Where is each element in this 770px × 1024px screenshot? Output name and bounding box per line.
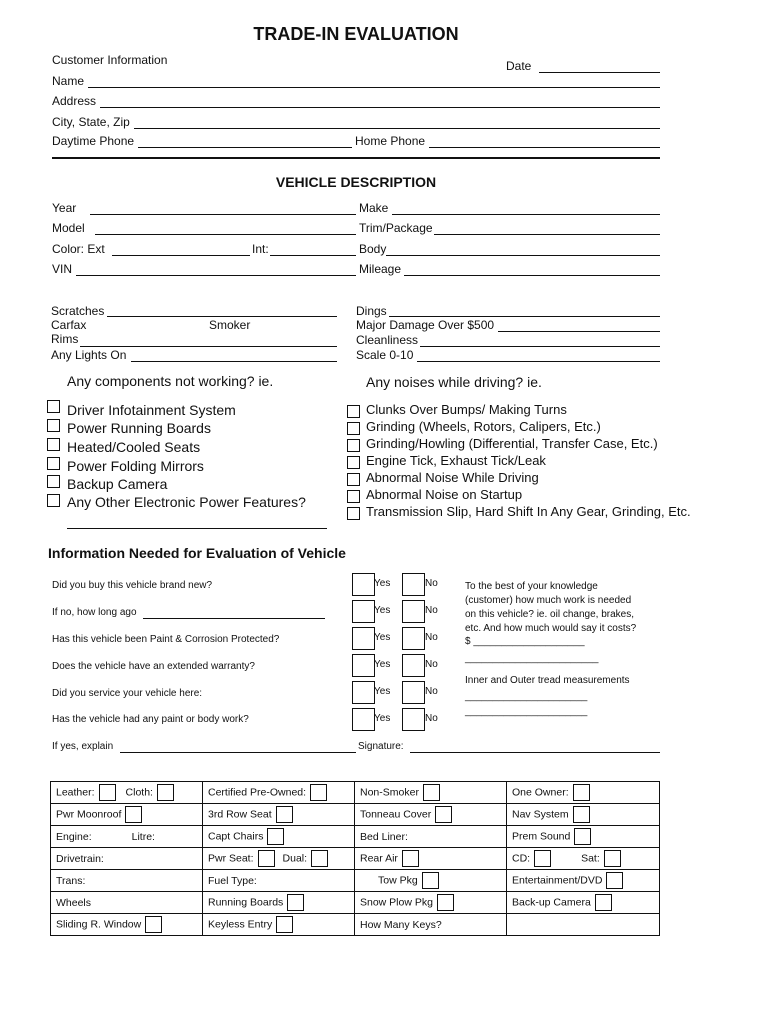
table-cell — [203, 782, 355, 804]
body-label: Body — [359, 242, 387, 256]
trans-label: Trans: — [56, 874, 86, 887]
tread-field[interactable]: ______________________ — [465, 691, 588, 702]
signature-label: Signature: — [358, 741, 404, 752]
table-row — [51, 914, 660, 936]
year-field[interactable] — [90, 214, 356, 215]
question-serviced: Did you service your vehicle here: — [52, 688, 203, 699]
no-label: No — [425, 578, 438, 589]
table-cell — [507, 870, 660, 892]
yes-box[interactable] — [352, 708, 375, 731]
checkbox-other-features[interactable] — [47, 494, 60, 507]
checkbox-engine-tick[interactable] — [347, 456, 360, 469]
capt-chairs-checkbox[interactable] — [267, 828, 284, 845]
yes-label: Yes — [374, 686, 391, 697]
city-label: City, State, Zip — [52, 115, 130, 129]
tow-pkg-label: Tow Pkg — [378, 874, 418, 887]
no-box[interactable] — [402, 573, 425, 596]
yes-label: Yes — [374, 578, 391, 589]
bed-liner-label: Bed Liner: — [360, 830, 408, 843]
yes-label: Yes — [374, 632, 391, 643]
engine-label: Engine: — [56, 830, 92, 843]
dual-checkbox[interactable] — [311, 850, 328, 867]
lights-label: Any Lights On — [51, 348, 127, 362]
no-box[interactable] — [402, 654, 425, 677]
tread-label: Inner and Outer tread measurements — [465, 675, 630, 686]
nav-checkbox[interactable] — [573, 806, 590, 823]
noise-item: Abnormal Noise While Driving — [366, 470, 539, 485]
major-damage-field[interactable] — [498, 331, 660, 332]
table-cell — [203, 804, 355, 826]
table-cell — [51, 782, 203, 804]
no-box[interactable] — [402, 708, 425, 731]
scale-field[interactable] — [417, 361, 660, 362]
table-cell — [355, 870, 507, 892]
noise-item: Grinding/Howling (Differential, Transfer Case, Etc.) — [366, 436, 658, 451]
date-field[interactable] — [539, 72, 660, 73]
address-label: Address — [52, 94, 97, 108]
checkbox-backup-camera[interactable] — [47, 475, 60, 488]
vin-label: VIN — [52, 262, 73, 276]
cloth-checkbox[interactable] — [157, 784, 174, 801]
body-field[interactable] — [386, 255, 660, 256]
signature-field[interactable] — [410, 752, 660, 753]
table-cell — [507, 848, 660, 870]
table-cell — [355, 782, 507, 804]
explain-field[interactable] — [120, 752, 356, 753]
table-cell — [507, 826, 660, 848]
third-row-checkbox[interactable] — [276, 806, 293, 823]
address-field[interactable] — [100, 107, 660, 108]
no-box[interactable] — [402, 600, 425, 623]
scratches-field[interactable] — [107, 316, 337, 317]
no-label: No — [425, 605, 438, 616]
table-cell — [203, 826, 355, 848]
question-protected: Has this vehicle been Paint & Corrosion Protected? — [52, 634, 280, 645]
keyless-checkbox[interactable] — [276, 916, 293, 933]
no-box[interactable] — [402, 627, 425, 650]
mileage-field[interactable] — [404, 275, 660, 276]
yes-box[interactable] — [352, 600, 375, 623]
non-smoker-label: Non-Smoker — [360, 786, 419, 799]
evaluation-heading: Information Needed for Evaluation of Vehicle — [48, 545, 346, 561]
non-smoker-checkbox[interactable] — [423, 784, 440, 801]
table-cell — [355, 848, 507, 870]
keyless-label: Keyless Entry — [208, 918, 273, 931]
home-phone-label: Home Phone — [355, 134, 426, 148]
smoker-label: Smoker — [209, 318, 251, 332]
dual-label: Dual: — [282, 852, 308, 865]
sat-label: Sat: — [581, 852, 600, 865]
rear-air-checkbox[interactable] — [402, 850, 419, 867]
component-item: Backup Camera — [67, 476, 168, 492]
table-cell — [51, 870, 203, 892]
city-field[interactable] — [134, 128, 660, 129]
other-features-field[interactable] — [67, 528, 327, 529]
table-cell — [203, 848, 355, 870]
make-label: Make — [359, 201, 389, 215]
table-cell — [355, 826, 507, 848]
running-boards-checkbox[interactable] — [287, 894, 304, 911]
yes-label: Yes — [374, 605, 391, 616]
cost-field[interactable]: $ ____________________ — [465, 636, 585, 647]
third-row-label: 3rd Row Seat — [208, 808, 272, 821]
table-row — [51, 848, 660, 870]
sliding-window-checkbox[interactable] — [145, 916, 162, 933]
table-cell — [51, 804, 203, 826]
question-body-work: Has the vehicle had any paint or body work? — [52, 714, 249, 725]
checkbox-abnormal-startup[interactable] — [347, 490, 360, 503]
checkbox-grinding-howling[interactable] — [347, 439, 360, 452]
table-row — [51, 870, 660, 892]
table-row — [51, 804, 660, 826]
checkbox-grinding-wheels[interactable] — [347, 422, 360, 435]
trim-field[interactable] — [434, 234, 660, 235]
noise-item: Abnormal Noise on Startup — [366, 487, 523, 502]
model-field[interactable] — [95, 234, 356, 235]
home-phone-field[interactable] — [429, 147, 660, 148]
cd-checkbox[interactable] — [534, 850, 551, 867]
color-ext-label: Color: Ext — [52, 242, 105, 256]
one-owner-checkbox[interactable] — [573, 784, 590, 801]
table-cell — [203, 914, 355, 936]
cleanliness-field[interactable] — [420, 346, 660, 347]
snow-plow-checkbox[interactable] — [437, 894, 454, 911]
component-item: Power Running Boards — [67, 420, 211, 436]
tonneau-checkbox[interactable] — [435, 806, 452, 823]
certified-label: Certified Pre-Owned: — [208, 786, 307, 799]
checkbox-running-boards[interactable] — [47, 419, 60, 432]
tow-pkg-checkbox[interactable] — [422, 872, 439, 889]
question-how-long: If no, how long ago — [52, 607, 137, 618]
section-divider — [52, 157, 660, 159]
question-warranty: Does the vehicle have an extended warranty? — [52, 661, 255, 672]
yes-box[interactable] — [352, 654, 375, 677]
table-row — [51, 826, 660, 848]
table-row — [51, 892, 660, 914]
checkbox-folding-mirrors[interactable] — [47, 457, 60, 470]
noise-item: Transmission Slip, Hard Shift In Any Gear, Grinding, Etc. — [366, 504, 691, 519]
no-label: No — [425, 632, 438, 643]
checkbox-abnormal-driving[interactable] — [347, 473, 360, 486]
moonroof-label: Pwr Moonroof — [56, 808, 122, 821]
rear-air-label: Rear Air — [360, 852, 398, 865]
moonroof-checkbox[interactable] — [125, 806, 142, 823]
daytime-phone-field[interactable] — [138, 147, 352, 148]
table-cell — [203, 870, 355, 892]
knowledge-text: etc. And how much would say it costs? — [465, 623, 637, 634]
vehicle-heading: VEHICLE DESCRIPTION — [275, 174, 437, 190]
entertainment-checkbox[interactable] — [606, 872, 623, 889]
table-cell — [507, 914, 660, 936]
table-cell — [355, 804, 507, 826]
prem-sound-checkbox[interactable] — [574, 828, 591, 845]
table-cell — [51, 914, 203, 936]
sliding-window-label: Sliding R. Window — [56, 918, 142, 931]
page-title: TRADE-IN EVALUATION — [253, 24, 459, 44]
major-damage-label: Major Damage Over $500 — [356, 318, 495, 332]
keys-label: How Many Keys? — [360, 918, 442, 931]
question-brand-new: Did you buy this vehicle brand new? — [52, 580, 213, 591]
noise-item: Clunks Over Bumps/ Making Turns — [366, 402, 567, 417]
noise-item: Grinding (Wheels, Rotors, Calipers, Etc.) — [366, 419, 601, 434]
scale-label: Scale 0-10 — [356, 348, 414, 362]
name-field[interactable] — [88, 87, 660, 88]
drivetrain-label: Drivetrain: — [56, 852, 104, 865]
prem-sound-label: Prem Sound — [512, 830, 571, 843]
components-heading: Any components not working? ie. — [67, 373, 274, 389]
no-label: No — [425, 686, 438, 697]
nav-label: Nav System — [512, 808, 569, 821]
no-box[interactable] — [402, 681, 425, 704]
scratches-label: Scratches — [51, 304, 105, 318]
checkbox-heated-seats[interactable] — [47, 438, 60, 451]
leather-label: Leather: — [56, 786, 95, 799]
checkbox-infotainment[interactable] — [47, 400, 60, 413]
table-cell — [51, 892, 203, 914]
one-owner-label: One Owner: — [512, 786, 569, 799]
snow-plow-label: Snow Plow Pkg — [360, 896, 433, 909]
checkbox-transmission[interactable] — [347, 507, 360, 520]
int-field[interactable] — [270, 255, 356, 256]
component-item: Any Other Electronic Power Features? — [67, 494, 306, 510]
if-yes-explain-label: If yes, explain — [52, 741, 114, 752]
no-label: No — [425, 659, 438, 670]
tonneau-label: Tonneau Cover — [360, 808, 432, 821]
tread-field[interactable]: ______________________ — [465, 706, 588, 717]
table-cell — [507, 804, 660, 826]
daytime-phone-label: Daytime Phone — [52, 134, 135, 148]
component-item: Power Folding Mirrors — [67, 458, 204, 474]
how-long-field[interactable] — [143, 618, 325, 619]
cleanliness-label: Cleanliness — [356, 333, 419, 347]
model-label: Model — [52, 221, 85, 235]
table-cell — [355, 892, 507, 914]
backup-camera-label: Back-up Camera — [512, 896, 591, 909]
knowledge-text: on this vehicle? ie. oil change, brakes, — [465, 609, 634, 620]
cd-label: CD: — [512, 852, 531, 865]
yes-box[interactable] — [352, 573, 375, 596]
pwr-seat-label: Pwr Seat: — [208, 852, 254, 865]
table-row — [51, 782, 660, 804]
noises-heading: Any noises while driving? ie. — [366, 374, 542, 390]
pwr-seat-checkbox[interactable] — [258, 850, 275, 867]
component-item: Heated/Cooled Seats — [67, 439, 201, 455]
carfax-label: Carfax — [51, 318, 87, 332]
date-label: Date — [506, 59, 532, 73]
color-ext-field[interactable] — [112, 255, 250, 256]
rims-label: Rims — [51, 332, 79, 346]
table-cell — [203, 892, 355, 914]
int-label: Int: — [252, 242, 269, 256]
make-field[interactable] — [392, 214, 660, 215]
running-boards-label: Running Boards — [208, 896, 284, 909]
dings-field[interactable] — [389, 316, 660, 317]
mileage-label: Mileage — [359, 262, 402, 276]
litre-label: Litre: — [131, 830, 155, 843]
backup-camera-checkbox[interactable] — [595, 894, 612, 911]
noise-item: Engine Tick, Exhaust Tick/Leak — [366, 453, 546, 468]
rims-field[interactable] — [80, 346, 337, 347]
yes-label: Yes — [374, 659, 391, 670]
cloth-label: Cloth: — [125, 786, 153, 799]
component-item: Driver Infotainment System — [67, 402, 236, 418]
trim-label: Trim/Package — [359, 221, 433, 235]
table-cell — [355, 914, 507, 936]
wheels-label: Wheels — [56, 896, 92, 909]
sat-checkbox[interactable] — [604, 850, 621, 867]
yes-box[interactable] — [352, 681, 375, 704]
customer-info-heading: Customer Information — [52, 53, 168, 67]
year-label: Year — [52, 201, 77, 215]
lights-field[interactable] — [131, 361, 337, 362]
knowledge-text: (customer) how much work is needed — [465, 595, 632, 606]
capt-chairs-label: Capt Chairs — [208, 830, 264, 843]
entertainment-label: Entertainment/DVD — [512, 874, 603, 887]
certified-checkbox[interactable] — [310, 784, 327, 801]
no-label: No — [425, 713, 438, 724]
yes-label: Yes — [374, 713, 391, 724]
checkbox-clunks[interactable] — [347, 405, 360, 418]
vin-field[interactable] — [76, 275, 356, 276]
table-cell — [507, 782, 660, 804]
leather-checkbox[interactable] — [99, 784, 116, 801]
table-cell — [51, 826, 203, 848]
table-cell — [51, 848, 203, 870]
fuel-type-label: Fuel Type: — [208, 874, 257, 887]
features-table — [50, 781, 660, 936]
dings-label: Dings — [356, 304, 387, 318]
table-cell — [507, 892, 660, 914]
yes-box[interactable] — [352, 627, 375, 650]
work-blank-field[interactable]: ________________________ — [465, 653, 599, 664]
knowledge-text: To the best of your knowledge — [465, 581, 598, 592]
name-label: Name — [52, 74, 85, 88]
